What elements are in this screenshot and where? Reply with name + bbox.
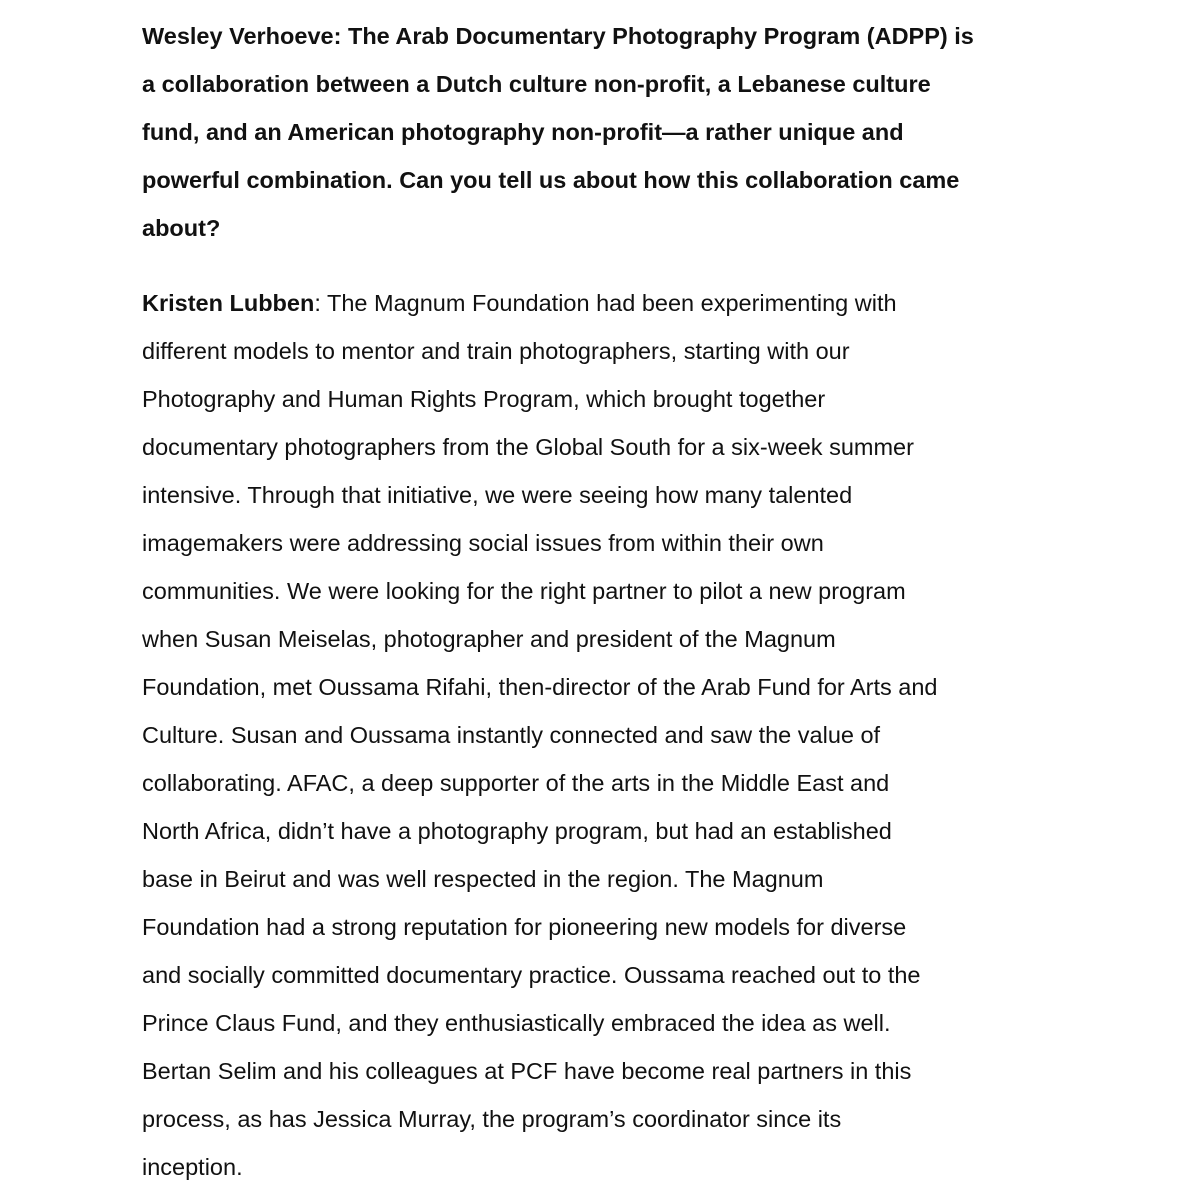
answer-first-line-text: : The Magnum Foundation had been experimenting with: [314, 290, 897, 316]
answer-line: when Susan Meiselas, photographer and president of the Magnum: [142, 626, 836, 652]
answer-line: Photography and Human Rights Program, which brought together: [142, 386, 826, 412]
answer-line: North Africa, didn’t have a photography program, but had an established: [142, 818, 892, 844]
answer-line: process, as has Jessica Murray, the program’s coordinator since its: [142, 1106, 842, 1132]
interview-answer: [142, 279, 1042, 1191]
answer-line: intensive. Through that initiative, we were seeing how many talented: [142, 482, 853, 508]
answer-line: Foundation had a strong reputation for pioneering new models for diverse: [142, 914, 907, 940]
answer-line: Culture. Susan and Oussama instantly connected and saw the value of: [142, 722, 881, 748]
answer-line: Bertan Selim and his colleagues at PCF have become real partners in this: [142, 1058, 912, 1084]
answer-line: communities. We were looking for the right partner to pilot a new program: [142, 578, 906, 604]
question-line: a collaboration between a Dutch culture non-profit, a Lebanese culture: [142, 71, 931, 97]
answer-line: documentary photographers from the Global South for a six-week summer: [142, 434, 914, 460]
answer-line: collaborating. AFAC, a deep supporter of the arts in the Middle East and: [142, 770, 890, 796]
answer-speaker-name: Kristen Lubben: [142, 290, 315, 316]
question-line: powerful combination. Can you tell us about how this collaboration came: [142, 167, 960, 193]
answer-line: imagemakers were addressing social issues from within their own: [142, 530, 824, 556]
answer-line: base in Beirut and was well respected in the region. The Magnum: [142, 866, 824, 892]
answer-line: Foundation, met Oussama Rifahi, then-director of the Arab Fund for Arts and: [142, 674, 938, 700]
answer-line: inception.: [142, 1154, 243, 1180]
question-line: fund, and an American photography non-profit—a rather unique and: [142, 119, 904, 145]
answer-line: different models to mentor and train photographers, starting with our: [142, 338, 850, 364]
interview-article: [142, 12, 1042, 1191]
answer-first-line: [142, 279, 1042, 327]
answer-line: Prince Claus Fund, and they enthusiastically embraced the idea as well.: [142, 1010, 891, 1036]
answer-line: and socially committed documentary practice. Oussama reached out to the: [142, 962, 921, 988]
question-line: about?: [142, 215, 221, 241]
question-line: Wesley Verhoeve: The Arab Documentary Photography Program (ADPP) is: [142, 23, 974, 49]
interview-question: [142, 12, 1042, 252]
